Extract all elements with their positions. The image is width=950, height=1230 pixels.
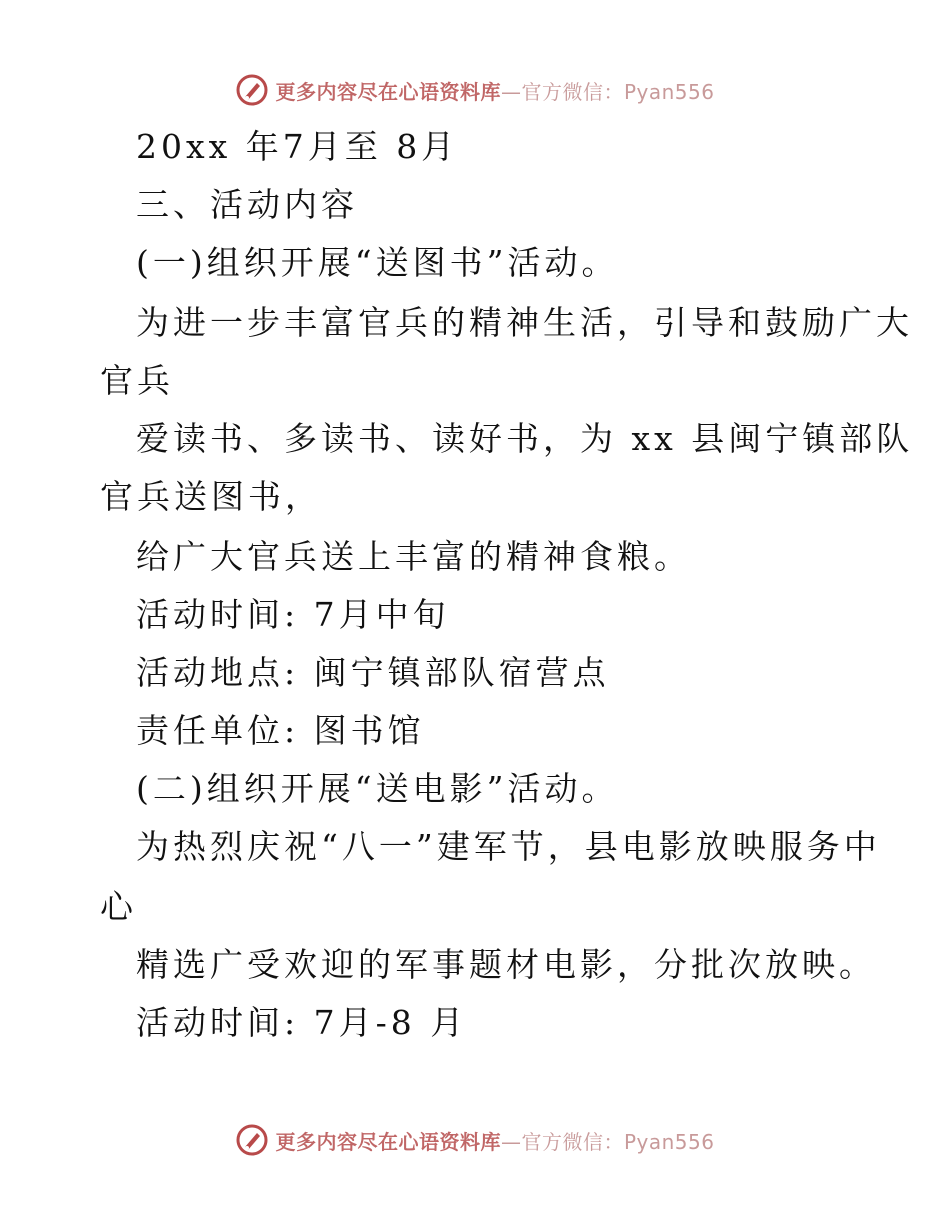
body-line: 为热烈庆祝“八一”建军节，县电影放映服务中	[136, 827, 881, 866]
pen-nib-logo-icon	[235, 1123, 269, 1157]
body-line: 为进一步丰富官兵的精神生活，引导和鼓励广大	[136, 303, 913, 342]
subsection-heading: (一)组织开展“送图书”活动。	[136, 243, 619, 282]
watermark-text	[275, 1126, 714, 1155]
body-line: 活动地点: 闽宁镇部队宿营点	[136, 653, 610, 692]
body-line: 精选广受欢迎的军事题材电影，分批次放映。	[136, 945, 876, 984]
watermark-site-text: 更多内容尽在心语资料库	[275, 1129, 501, 1154]
footer-watermark	[0, 1120, 950, 1160]
watermark-site-text: 更多内容尽在心语资料库	[275, 79, 501, 104]
section-heading: 三、活动内容	[136, 185, 358, 224]
body-line: 20xx 年7月至 8月	[136, 127, 459, 166]
body-line: 活动时间: 7月-8 月	[136, 1003, 468, 1042]
body-line: 给广大官兵送上丰富的精神食粮。	[136, 537, 691, 576]
body-line: 爱读书、多读书、读好书，为 xx 县闽宁镇部队	[136, 419, 914, 458]
body-line: 心	[100, 887, 137, 926]
body-line: 官兵送图书，	[100, 477, 322, 516]
body-line: 活动时间: 7月中旬	[136, 595, 450, 634]
header-watermark	[0, 70, 950, 110]
watermark-text	[275, 76, 714, 105]
watermark-separator: —	[500, 79, 522, 104]
watermark-contact-text: 官方微信：Pyan556	[521, 1129, 715, 1154]
watermark-contact-text: 官方微信：Pyan556	[521, 79, 715, 104]
body-line: 责任单位: 图书馆	[136, 711, 425, 750]
subsection-heading: (二)组织开展“送电影”活动。	[136, 769, 619, 808]
body-line: 官兵	[100, 361, 174, 400]
pen-nib-logo-icon	[235, 73, 269, 107]
watermark-separator: —	[500, 1129, 522, 1154]
